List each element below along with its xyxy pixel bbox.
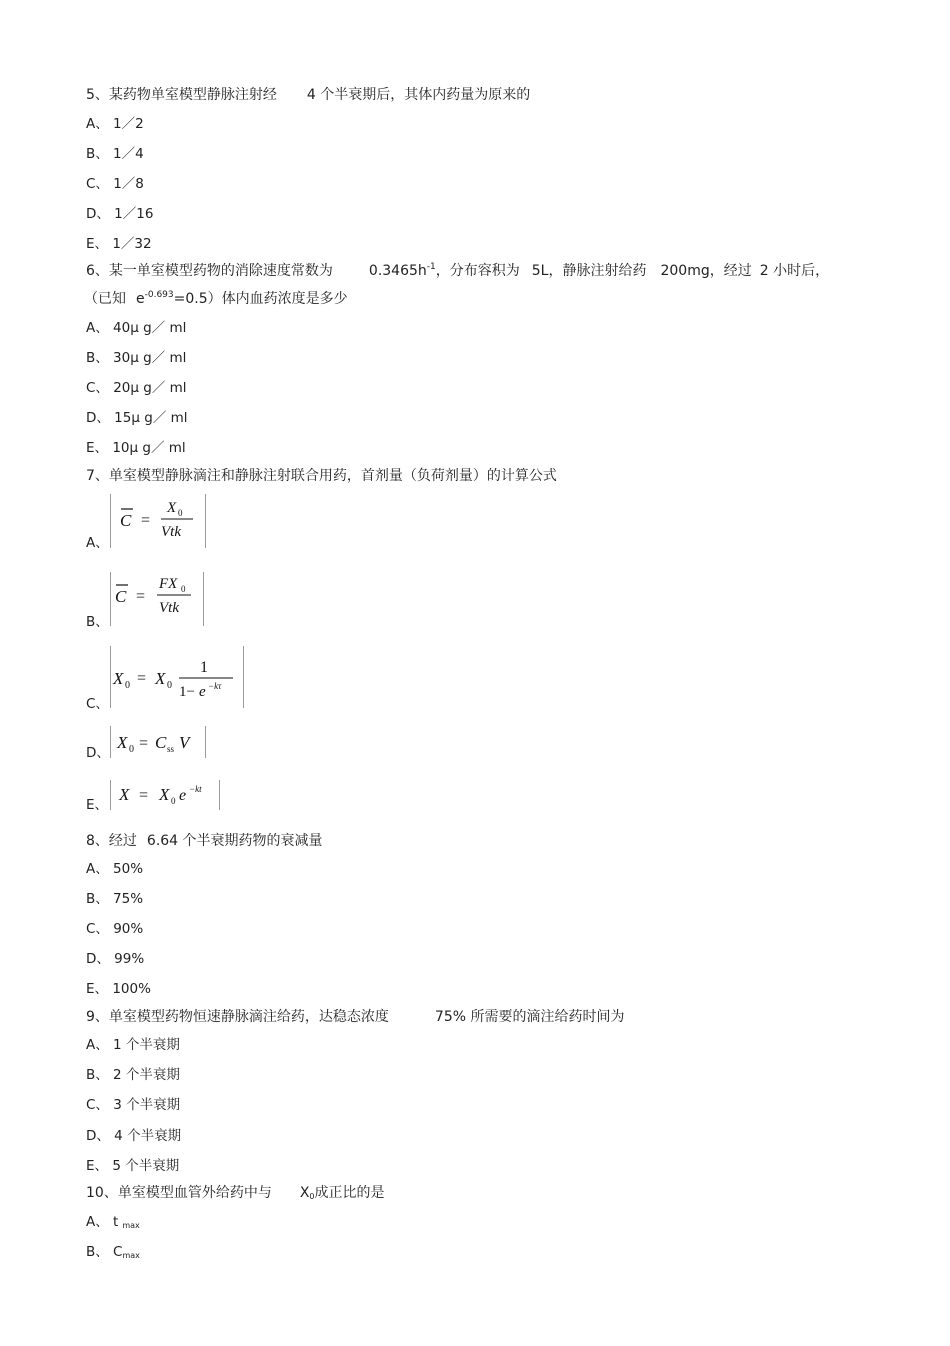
- question-6-stem-part2: ，分布容积为: [435, 263, 520, 279]
- question-5-option-b: B、 1／4: [86, 146, 144, 162]
- svg-text:=: =: [141, 512, 151, 529]
- svg-text:X: X: [159, 785, 170, 804]
- question-5-option-a: A、 1／2: [86, 116, 144, 132]
- svg-text:1: 1: [200, 659, 208, 676]
- question-7-formula-c: [110, 646, 244, 708]
- svg-text:−kτ: −kτ: [208, 681, 222, 691]
- question-10-option-a: [86, 1213, 140, 1231]
- question-9-stem: [86, 1008, 624, 1026]
- question-10-option-b-label: B、 C: [86, 1244, 123, 1260]
- svg-text:0: 0: [129, 744, 134, 755]
- svg-text:=: =: [136, 588, 146, 605]
- question-10-stem-part1: 10、单室模型血管外给药中与: [86, 1185, 272, 1201]
- question-6-stem-line1: [86, 262, 829, 280]
- question-9-stem-part2: 75% 所需要的滴注给药时间为: [434, 1009, 625, 1025]
- formula-b-image: [111, 572, 203, 626]
- question-9-option-b: B、 2 个半衰期: [86, 1067, 180, 1083]
- question-6-k-value: 0.3465h: [368, 263, 427, 279]
- question-9-stem-part1: 9、单室模型药物恒速静脉滴注给药，达稳态浓度: [86, 1009, 389, 1025]
- question-7-formula-d: [110, 726, 206, 758]
- question-9-option-a: A、 1 个半衰期: [86, 1037, 180, 1053]
- svg-text:1−: 1−: [179, 684, 195, 700]
- svg-text:=: =: [137, 670, 147, 687]
- formula-e-image: [111, 780, 219, 810]
- question-6-stem-part3: ，静脉注射给药: [548, 263, 647, 279]
- svg-text:e: e: [179, 787, 187, 804]
- svg-text:Vtk: Vtk: [159, 600, 179, 616]
- svg-text:V: V: [179, 733, 190, 752]
- question-10-option-b-sub: max: [122, 1251, 140, 1260]
- svg-text:0: 0: [178, 508, 183, 518]
- question-8-stem: [86, 832, 323, 850]
- question-7-formula-b: [110, 572, 204, 626]
- question-5-option-d: D、 1／16: [86, 206, 154, 222]
- formula-a-image: [111, 494, 205, 548]
- question-6-stem-part5: （已知: [84, 291, 126, 307]
- svg-text:=: =: [139, 735, 149, 752]
- question-6-stem-part1: 6、某一单室模型药物的消除速度常数为: [86, 263, 333, 279]
- question-8-option-b: B、 75%: [86, 891, 144, 907]
- question-6-e-exponent: -0.693: [144, 290, 174, 300]
- question-5-option-c: C、 1／8: [86, 176, 144, 192]
- question-6-time: 2 小时后，: [759, 263, 830, 279]
- svg-text:X: X: [119, 785, 130, 804]
- question-8-stem-part1: 8、经过: [86, 833, 137, 849]
- question-8-option-a: A、 50%: [86, 861, 144, 877]
- question-9-option-d: D、 4 个半衰期: [86, 1128, 182, 1144]
- question-6-e-base: e: [136, 291, 145, 307]
- question-10-option-a-label: A、 t: [86, 1214, 119, 1230]
- question-5-stem-part1: 5、某药物单室模型静脉注射经: [86, 87, 277, 103]
- question-10-option-a-sub: max: [122, 1221, 140, 1230]
- question-8-stem-part2: 6.64 个半衰期药物的衰减量: [146, 833, 323, 849]
- question-6-option-b: B、 30μ g／ ml: [86, 350, 187, 366]
- question-8-option-e: E、 100%: [86, 981, 151, 997]
- svg-text:C: C: [115, 587, 127, 606]
- formula-c-image: [111, 646, 243, 708]
- question-10-stem: [86, 1184, 385, 1202]
- svg-text:X: X: [155, 669, 166, 688]
- question-8-option-c: C、 90%: [86, 921, 144, 937]
- question-7-option-b-label: B、: [86, 614, 109, 630]
- question-6-k-exponent: -1: [426, 262, 436, 272]
- question-9-option-c: C、 3 个半衰期: [86, 1097, 181, 1113]
- question-10-x-var: X: [299, 1185, 310, 1201]
- question-7-option-e-label: E、: [86, 797, 109, 813]
- svg-text:ss: ss: [167, 744, 175, 754]
- question-7-option-d-label: D、: [86, 745, 110, 761]
- question-6-volume: 5L: [531, 263, 549, 279]
- svg-text:Vtk: Vtk: [161, 524, 181, 540]
- question-7-option-a-label: A、: [86, 535, 109, 551]
- question-6-dose: 200mg: [660, 263, 710, 279]
- question-9-option-e: E、 5 个半衰期: [86, 1158, 180, 1174]
- question-6-option-a: A、 40μ g／ ml: [86, 320, 187, 336]
- question-8-option-d: D、 99%: [86, 951, 145, 967]
- svg-text:X: X: [113, 669, 124, 688]
- question-5-stem: [86, 86, 530, 104]
- question-10-x-sub: 0: [309, 1192, 315, 1201]
- svg-text:0: 0: [167, 680, 172, 691]
- question-6-option-d: D、 15μ g／ ml: [86, 410, 188, 426]
- svg-text:C: C: [120, 511, 132, 530]
- question-6-stem-part6: =0.5）体内血药浓度是多少: [173, 291, 348, 307]
- question-10-option-b: [86, 1243, 140, 1261]
- svg-text:0: 0: [181, 584, 186, 594]
- question-7-formula-e: [110, 780, 220, 810]
- question-6-stem-line2: [84, 290, 348, 308]
- svg-text:X: X: [117, 733, 128, 752]
- svg-text:0: 0: [171, 796, 176, 806]
- svg-text:C: C: [155, 733, 167, 752]
- svg-text:0: 0: [125, 680, 130, 691]
- question-6-option-c: C、 20μ g／ ml: [86, 380, 187, 396]
- svg-text:e: e: [199, 684, 206, 700]
- question-7-formula-a: [110, 494, 206, 548]
- question-6-stem-part4: ，经过: [709, 263, 752, 279]
- question-6-option-e: E、 10μ g／ ml: [86, 440, 186, 456]
- question-10-stem-part2: 成正比的是: [314, 1185, 385, 1201]
- question-7-option-c-label: C、: [86, 696, 109, 712]
- question-5-stem-part2: 4 个半衰期后，其体内药量为原来的: [306, 87, 531, 103]
- question-5-option-e: E、 1／32: [86, 236, 152, 252]
- question-7-stem: 7、单室模型静脉滴注和静脉注射联合用药，首剂量（负荷剂量）的计算公式: [86, 468, 557, 484]
- svg-text:FX: FX: [159, 576, 178, 592]
- svg-text:X: X: [167, 500, 177, 516]
- svg-text:−kt: −kt: [189, 784, 202, 794]
- formula-d-image: [111, 726, 205, 758]
- svg-text:=: =: [139, 787, 149, 804]
